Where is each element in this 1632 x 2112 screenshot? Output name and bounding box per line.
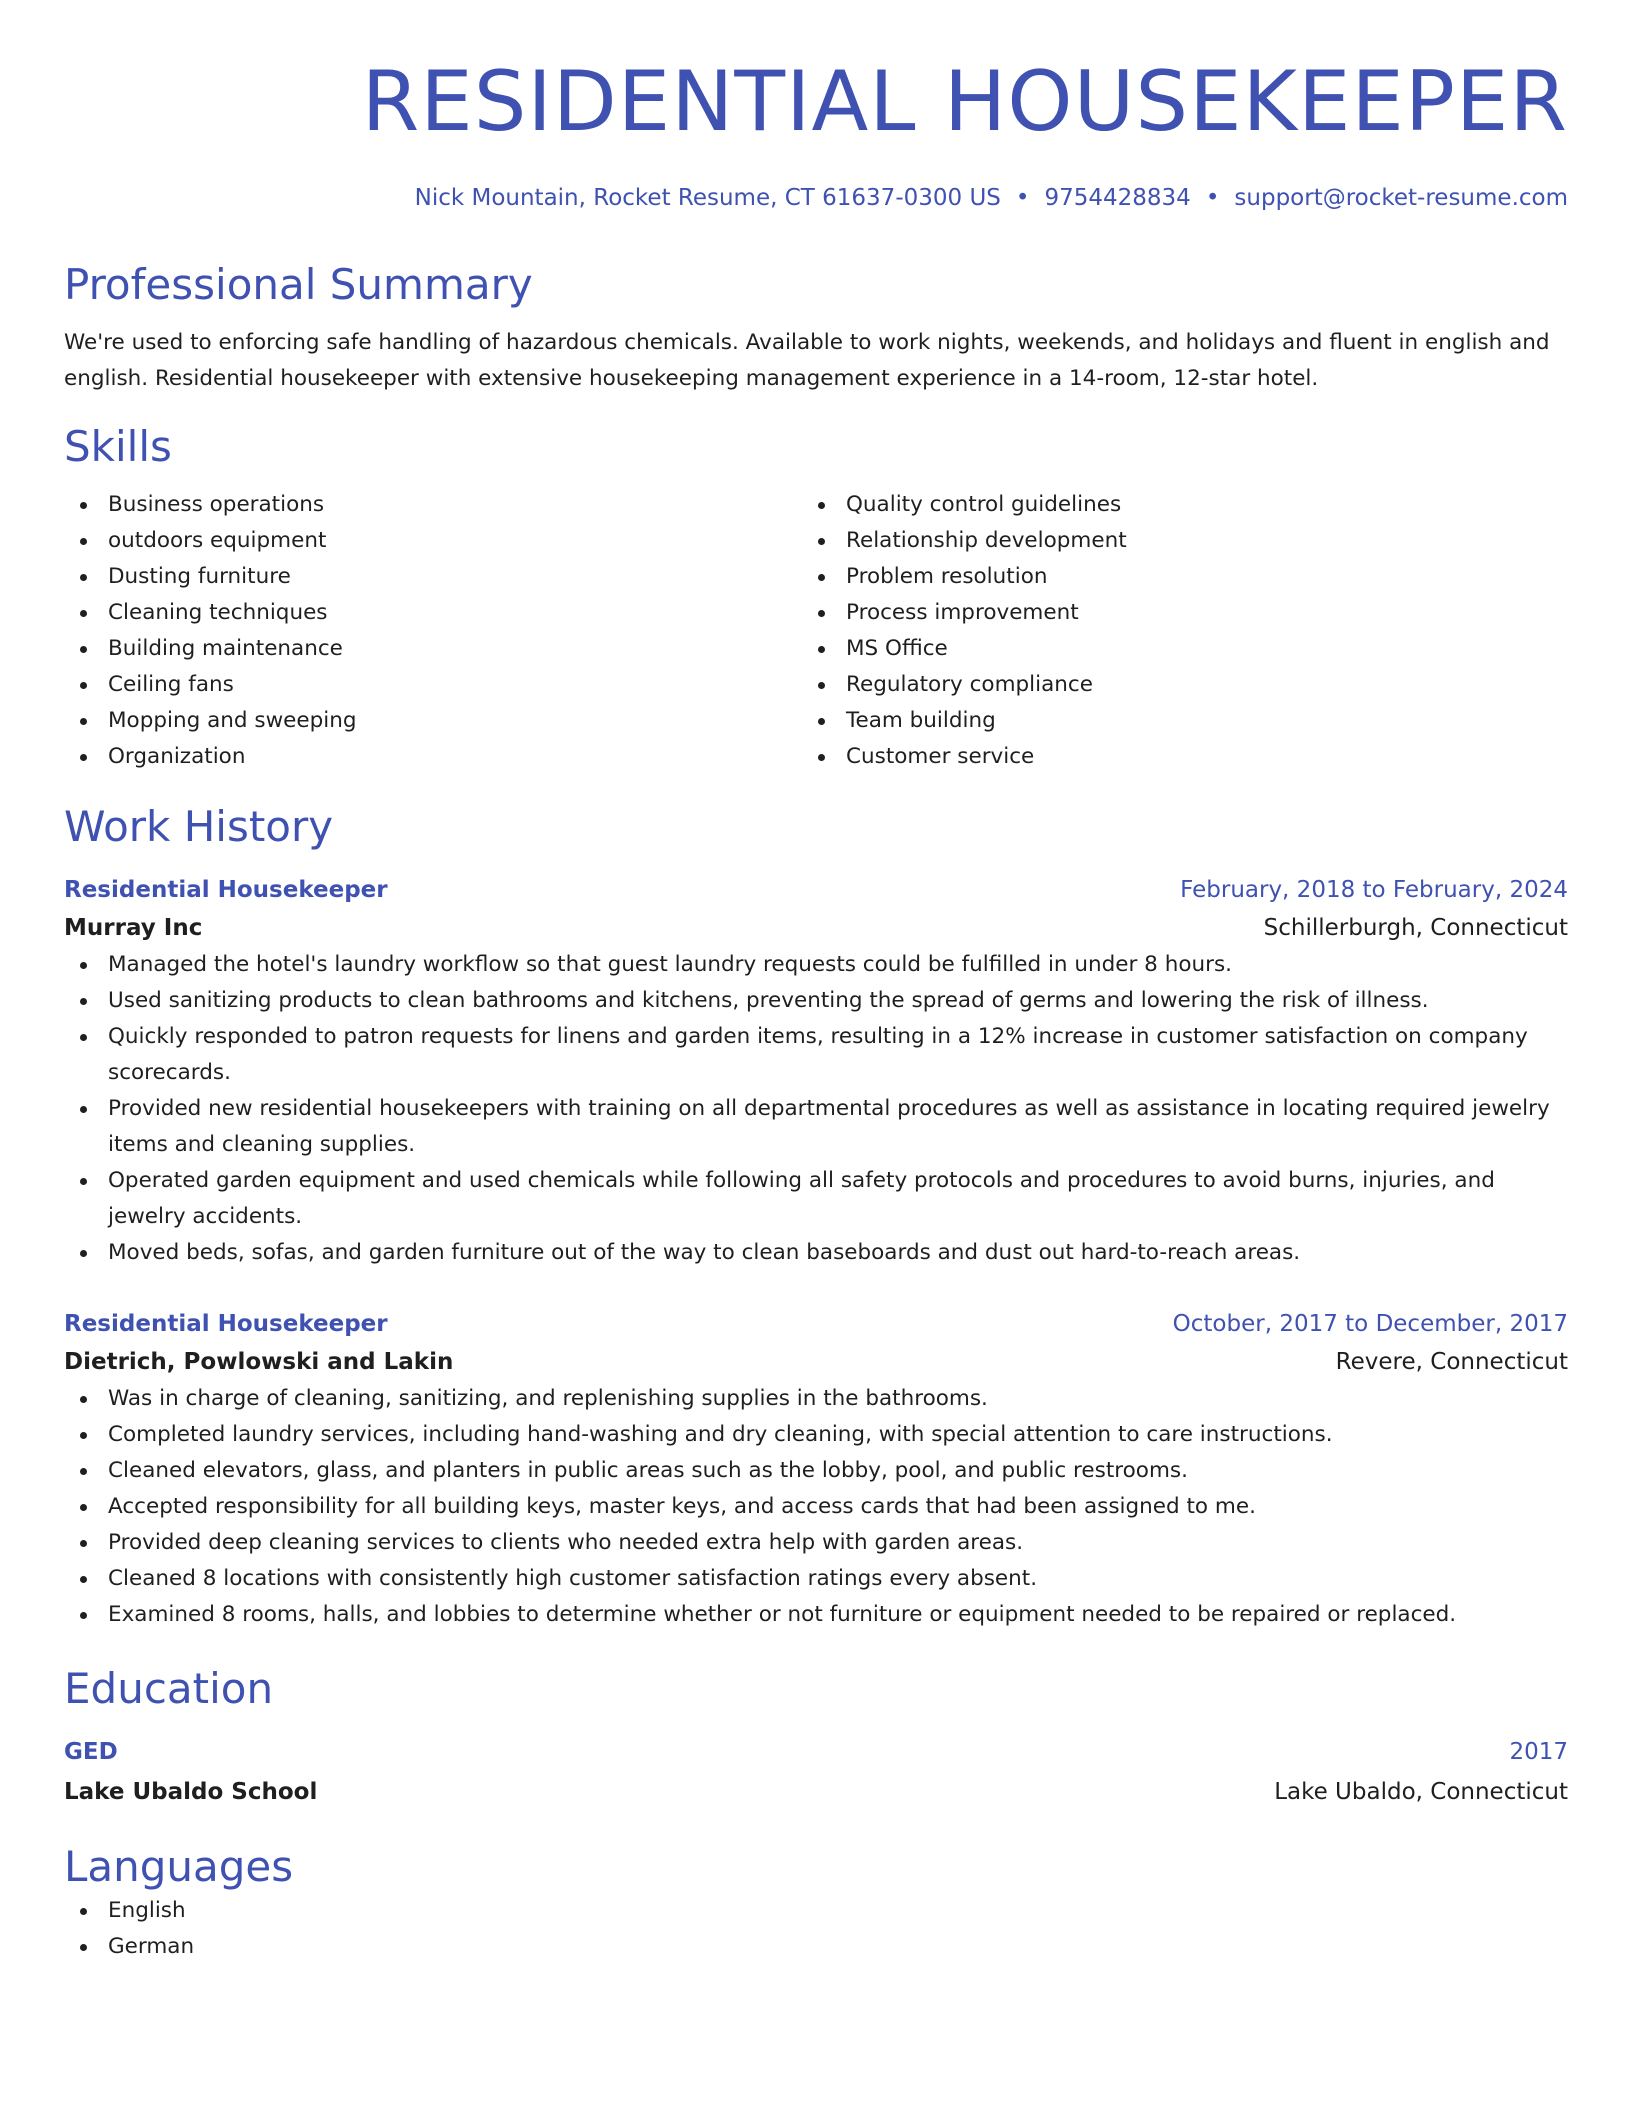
job-bullet: Used sanitizing products to clean bathrooms and kitchens, preventing the spread of germs and lowering the risk of illness.	[64, 983, 1568, 1019]
job-dates: October, 2017 to December, 2017	[1172, 1311, 1568, 1337]
skills-column-left	[64, 487, 802, 775]
job-bullet: Was in charge of cleaning, sanitizing, and replenishing supplies in the bathrooms.	[64, 1381, 1568, 1417]
contact-email: support@rocket-resume.com	[1234, 185, 1568, 211]
job-dates: February, 2018 to February, 2024	[1180, 877, 1568, 903]
contact-address: Nick Mountain, Rocket Resume, CT 61637-0300 US	[414, 185, 1001, 211]
skill-item: Team building	[802, 703, 1540, 739]
job-bullet: Cleaned 8 locations with consistently high customer satisfaction ratings every absent.	[64, 1561, 1568, 1597]
education-heading: Education	[64, 1664, 274, 1713]
education-subheader	[64, 1773, 1568, 1811]
contact-separator: •	[1015, 185, 1030, 211]
skills-list-right	[802, 487, 1540, 775]
job-company: Murray Inc	[64, 915, 203, 941]
job-bullets	[64, 947, 1568, 1271]
summary-heading: Professional Summary	[64, 260, 533, 309]
job-location: Revere, Connecticut	[1335, 1349, 1568, 1375]
languages-heading: Languages	[64, 1842, 294, 1891]
education-entry	[64, 1733, 1568, 1811]
skills-column-right	[802, 487, 1540, 775]
skills-heading: Skills	[64, 422, 172, 471]
language-item: English	[64, 1893, 1568, 1929]
job-header	[64, 871, 1568, 909]
job-location: Schillerburgh, Connecticut	[1263, 915, 1568, 941]
resume-title: RESIDENTIAL HOUSEKEEPER	[361, 53, 1568, 150]
job-bullet: Operated garden equipment and used chemicals while following all safety protocols and procedures to avoid burns, injuries, and jewelry accidents.	[64, 1163, 1568, 1235]
skill-item: Customer service	[802, 739, 1540, 775]
job-entry	[64, 1305, 1568, 1633]
skill-item: Process improvement	[802, 595, 1540, 631]
education-year: 2017	[1509, 1739, 1568, 1765]
job-bullet: Managed the hotel's laundry workflow so that guest laundry requests could be fulfilled in under 8 hours.	[64, 947, 1568, 983]
job-bullet: Quickly responded to patron requests for linens and garden items, resulting in a 12% increase in customer satisfaction on company scorecards.	[64, 1019, 1568, 1091]
skill-item: MS Office	[802, 631, 1540, 667]
skill-item: Business operations	[64, 487, 802, 523]
job-bullet: Accepted responsibility for all building keys, master keys, and access cards that had been assigned to me.	[64, 1489, 1568, 1525]
skill-item: outdoors equipment	[64, 523, 802, 559]
skill-item: Organization	[64, 739, 802, 775]
job-subheader	[64, 1343, 1568, 1381]
skill-item: Quality control guidelines	[802, 487, 1540, 523]
job-bullet: Cleaned elevators, glass, and planters in public areas such as the lobby, pool, and public restrooms.	[64, 1453, 1568, 1489]
summary-text: We're used to enforcing safe handling of hazardous chemicals. Available to work nights, weekends, and holidays and fluent in english and english. Residential housekeeper with extensive housekeeping management experience in a 14-room, 12-star hotel.	[64, 330, 1550, 391]
job-company: Dietrich, Powlowski and Lakin	[64, 1349, 454, 1375]
education-degree: GED	[64, 1739, 118, 1765]
skill-item: Dusting furniture	[64, 559, 802, 595]
skill-item: Problem resolution	[802, 559, 1540, 595]
skill-item: Mopping and sweeping	[64, 703, 802, 739]
job-header	[64, 1305, 1568, 1343]
job-bullets	[64, 1381, 1568, 1633]
work-history-heading: Work History	[64, 802, 334, 851]
skill-item: Relationship development	[802, 523, 1540, 559]
skill-item: Ceiling fans	[64, 667, 802, 703]
education-location: Lake Ubaldo, Connecticut	[1274, 1779, 1568, 1805]
languages-list	[64, 1893, 1568, 1965]
job-title: Residential Housekeeper	[64, 1311, 388, 1337]
skills-list-left	[64, 487, 802, 775]
skill-item: Cleaning techniques	[64, 595, 802, 631]
skills-grid	[64, 487, 1568, 775]
skill-item: Building maintenance	[64, 631, 802, 667]
education-school: Lake Ubaldo School	[64, 1779, 318, 1805]
job-title: Residential Housekeeper	[64, 877, 388, 903]
education-header	[64, 1733, 1568, 1771]
skill-item: Regulatory compliance	[802, 667, 1540, 703]
job-subheader	[64, 909, 1568, 947]
contact-separator: •	[1205, 185, 1220, 211]
contact-phone: 9754428834	[1044, 185, 1191, 211]
language-item: German	[64, 1929, 1568, 1965]
job-bullet: Completed laundry services, including hand-washing and dry cleaning, with special attention to care instructions.	[64, 1417, 1568, 1453]
job-bullet: Moved beds, sofas, and garden furniture out of the way to clean baseboards and dust out hard-to-reach areas.	[64, 1235, 1568, 1271]
job-entry	[64, 871, 1568, 1271]
contact-line	[64, 183, 1568, 213]
job-bullet: Examined 8 rooms, halls, and lobbies to determine whether or not furniture or equipment needed to be repaired or replaced.	[64, 1597, 1568, 1633]
job-bullet: Provided new residential housekeepers with training on all departmental procedures as well as assistance in locating required jewelry items and cleaning supplies.	[64, 1091, 1568, 1163]
job-bullet: Provided deep cleaning services to clients who needed extra help with garden areas.	[64, 1525, 1568, 1561]
